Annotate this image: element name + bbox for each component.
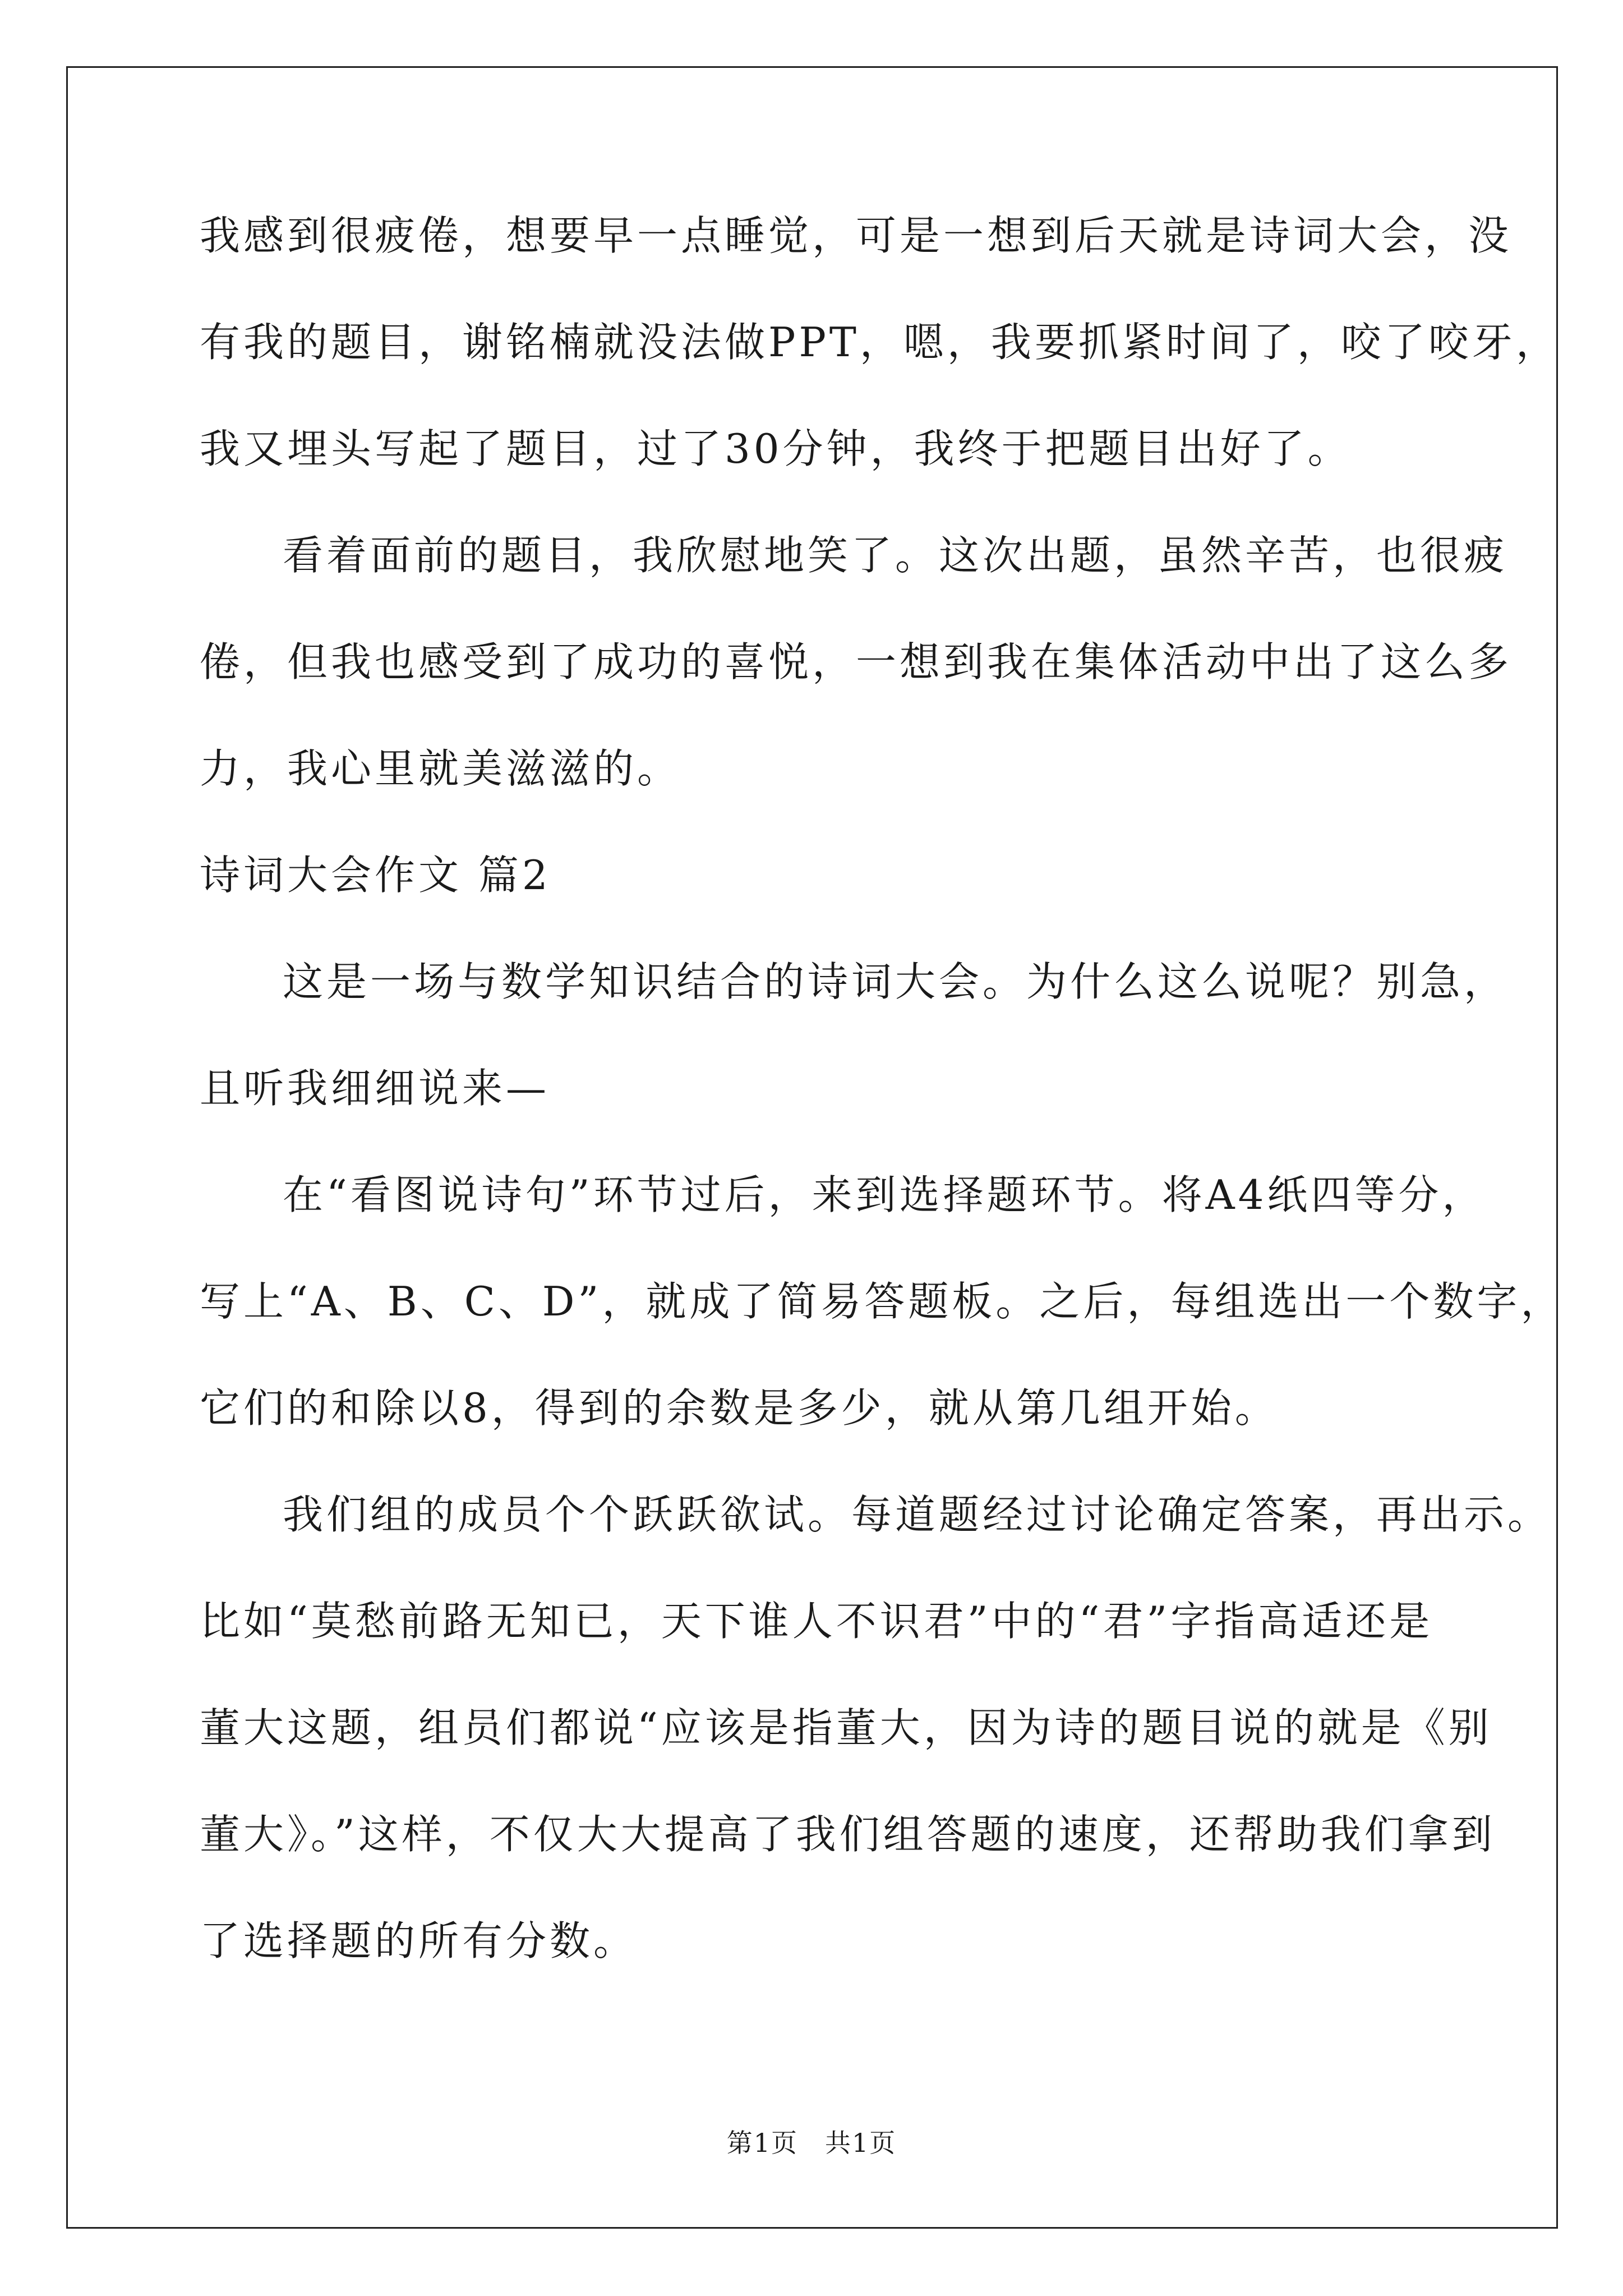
page-border [66, 66, 1558, 2229]
page-number: 第1页 共1页 [726, 2128, 897, 2158]
text-line: 我感到很疲倦，想要早一点睡觉，可是一想到后天就是诗词大会，没 [200, 212, 1513, 259]
text-line: 看着面前的题目，我欣慰地笑了。这次出题，虽然辛苦，也很疲 [283, 532, 1508, 579]
text-line: 我又埋头写起了题目，过了30分钟，我终于把题目出好了。 [200, 425, 1352, 472]
text-line: 了选择题的所有分数。 [200, 1917, 638, 1964]
text-line: 比如“莫愁前路无知已，天下谁人不识君”中的“君”字指高适还是 [200, 1598, 1433, 1645]
text-line: 董大》。”这样，不仅大大提高了我们组答题的速度，还帮助我们拿到 [200, 1811, 1496, 1858]
text-line: 倦，但我也感受到了成功的喜悦，一想到我在集体活动中出了这么多 [200, 638, 1513, 685]
text-line: 它们的和除以8，得到的余数是多少，就从第几组开始。 [200, 1384, 1279, 1432]
text-line: 这是一场与数学知识结合的诗词大会。为什么这么说呢？别急， [283, 958, 1508, 1005]
text-line: 在“看图说诗句”环节过后，来到选择题环节。将A4纸四等分， [283, 1171, 1486, 1218]
text-line: 力，我心里就美滋滋的。 [200, 745, 681, 792]
text-line: 写上“A、B、C、D”，就成了简易答题板。之后，每组选出一个数字， [200, 1278, 1565, 1325]
section-heading: 诗词大会作文 篇2 [200, 852, 551, 899]
text-line: 有我的题目，谢铭楠就没法做PPT，嗯，我要抓紧时间了，咬了咬牙， [200, 319, 1560, 366]
text-line: 且听我细细说来— [200, 1065, 550, 1112]
text-line: 董大这题，组员们都说“应该是指董大，因为诗的题目说的就是《别 [200, 1704, 1492, 1751]
text-line: 我们组的成员个个跃跃欲试。每道题经过讨论确定答案，再出示。 [283, 1491, 1552, 1538]
